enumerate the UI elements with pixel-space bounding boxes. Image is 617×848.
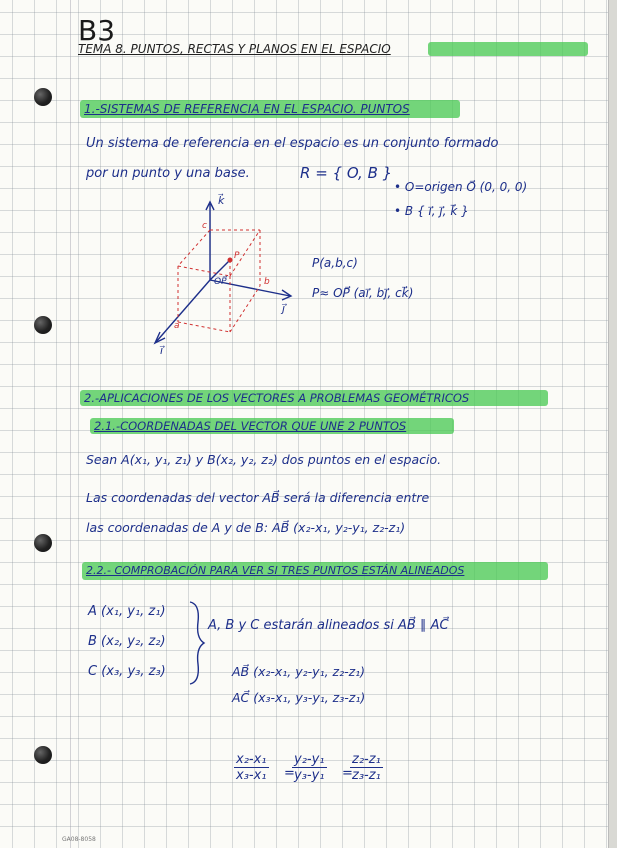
a-label: a: [174, 321, 180, 331]
page-edge: [608, 0, 617, 848]
section1-text-line1: Un sistema de referencia en el espacio es un conjunto formado: [86, 136, 499, 151]
equals-sign: =: [284, 766, 295, 781]
section1-heading: 1.-SISTEMAS DE REFERENCIA EN EL ESPACIO. PUNTOS: [84, 102, 410, 116]
sub1-text-line1: Sean A(x₁, y₁, z₁) y B(x₂, y₂, z₂) dos puntos en el espacio.: [86, 452, 442, 467]
ratio-x: [234, 752, 269, 783]
point-coordinates: P(a,b,c): [312, 256, 358, 270]
c-label: c: [202, 221, 207, 231]
op-label: OP⃗: [214, 277, 227, 287]
vector-ac: AC⃗ (x₃-x₁, y₃-y₁, z₃-z₁): [232, 690, 366, 705]
footer-code: GA08-8058: [62, 836, 96, 843]
point-a: A (x₁, y₁, z₁): [88, 604, 166, 619]
ratio-y-numerator: y₂-y₁: [294, 752, 325, 767]
ratio-y: [292, 752, 327, 783]
page-code: B3: [78, 14, 116, 47]
reference-system-formula: R = { O, B }: [300, 164, 393, 182]
binder-hole: [34, 316, 52, 334]
j-vector-label: j⃗: [282, 302, 286, 315]
ratio-y-denominator: y₃-y₁: [294, 768, 325, 783]
section2-heading: 2.-APLICACIONES DE LOS VECTORES A PROBLEMAS GEOMÉTRICOS: [84, 391, 470, 405]
ratio-x-numerator: x₂-x₁: [236, 752, 267, 767]
i-vector-label: i⃗: [160, 344, 164, 357]
base-bullet: • B { i⃗, j⃗, k⃗ }: [394, 204, 469, 218]
alignment-condition: A, B y C estarán alineados si AB⃗ ∥ AC⃗: [208, 618, 449, 633]
binder-hole: [34, 746, 52, 764]
point-b: B (x₂, y₂, z₂): [88, 634, 166, 649]
p-label: P: [234, 251, 240, 261]
ratio-z-denominator: z₃-z₁: [352, 768, 381, 783]
b-label: b: [264, 277, 270, 287]
binder-hole: [34, 88, 52, 106]
sub1-text-line3: las coordenadas de A y de B: AB⃗ (x₂-x₁, y₂-y₁, z₂-z₁): [86, 520, 406, 535]
vector-ab: AB⃗ (x₂-x₁, y₂-y₁, z₂-z₁): [232, 664, 366, 679]
title-highlight: [428, 42, 588, 56]
x-axis: [156, 280, 210, 342]
section1-text-line2: por un punto y una base.: [86, 166, 250, 181]
equals-sign: =: [342, 766, 353, 781]
ratio-z-numerator: z₂-z₁: [352, 752, 381, 767]
k-vector-label: k⃗: [218, 194, 225, 207]
subsection-2-1-heading: 2.1.-COORDENADAS DEL VECTOR QUE UNE 2 PUNTOS: [94, 419, 407, 433]
origin-bullet: • O=origen O⃗ (0, 0, 0): [394, 180, 528, 194]
subsection-2-2-heading: 2.2.- COMPROBACIÓN PARA VER SI TRES PUNTOS ESTÁN ALINEADOS: [86, 564, 465, 577]
binder-hole: [34, 534, 52, 552]
ratio-z: [350, 752, 383, 783]
point-vector: P≈ OP⃗ (ai⃗, bj⃗, ck⃗): [312, 286, 414, 300]
point-p: [228, 258, 233, 263]
ratio-x-denominator: x₃-x₁: [236, 768, 267, 783]
point-c: C (x₃, y₃, z₃): [88, 664, 166, 679]
sub1-text-line2: Las coordenadas del vector AB⃗ será la diferencia entre: [86, 490, 430, 505]
topic-title: TEMA 8. PUNTOS, RECTAS Y PLANOS EN EL ESPACIO: [78, 42, 391, 56]
coordinate-axes-diagram: [130, 190, 330, 360]
margin-line: [70, 0, 71, 848]
brace: [184, 598, 210, 688]
